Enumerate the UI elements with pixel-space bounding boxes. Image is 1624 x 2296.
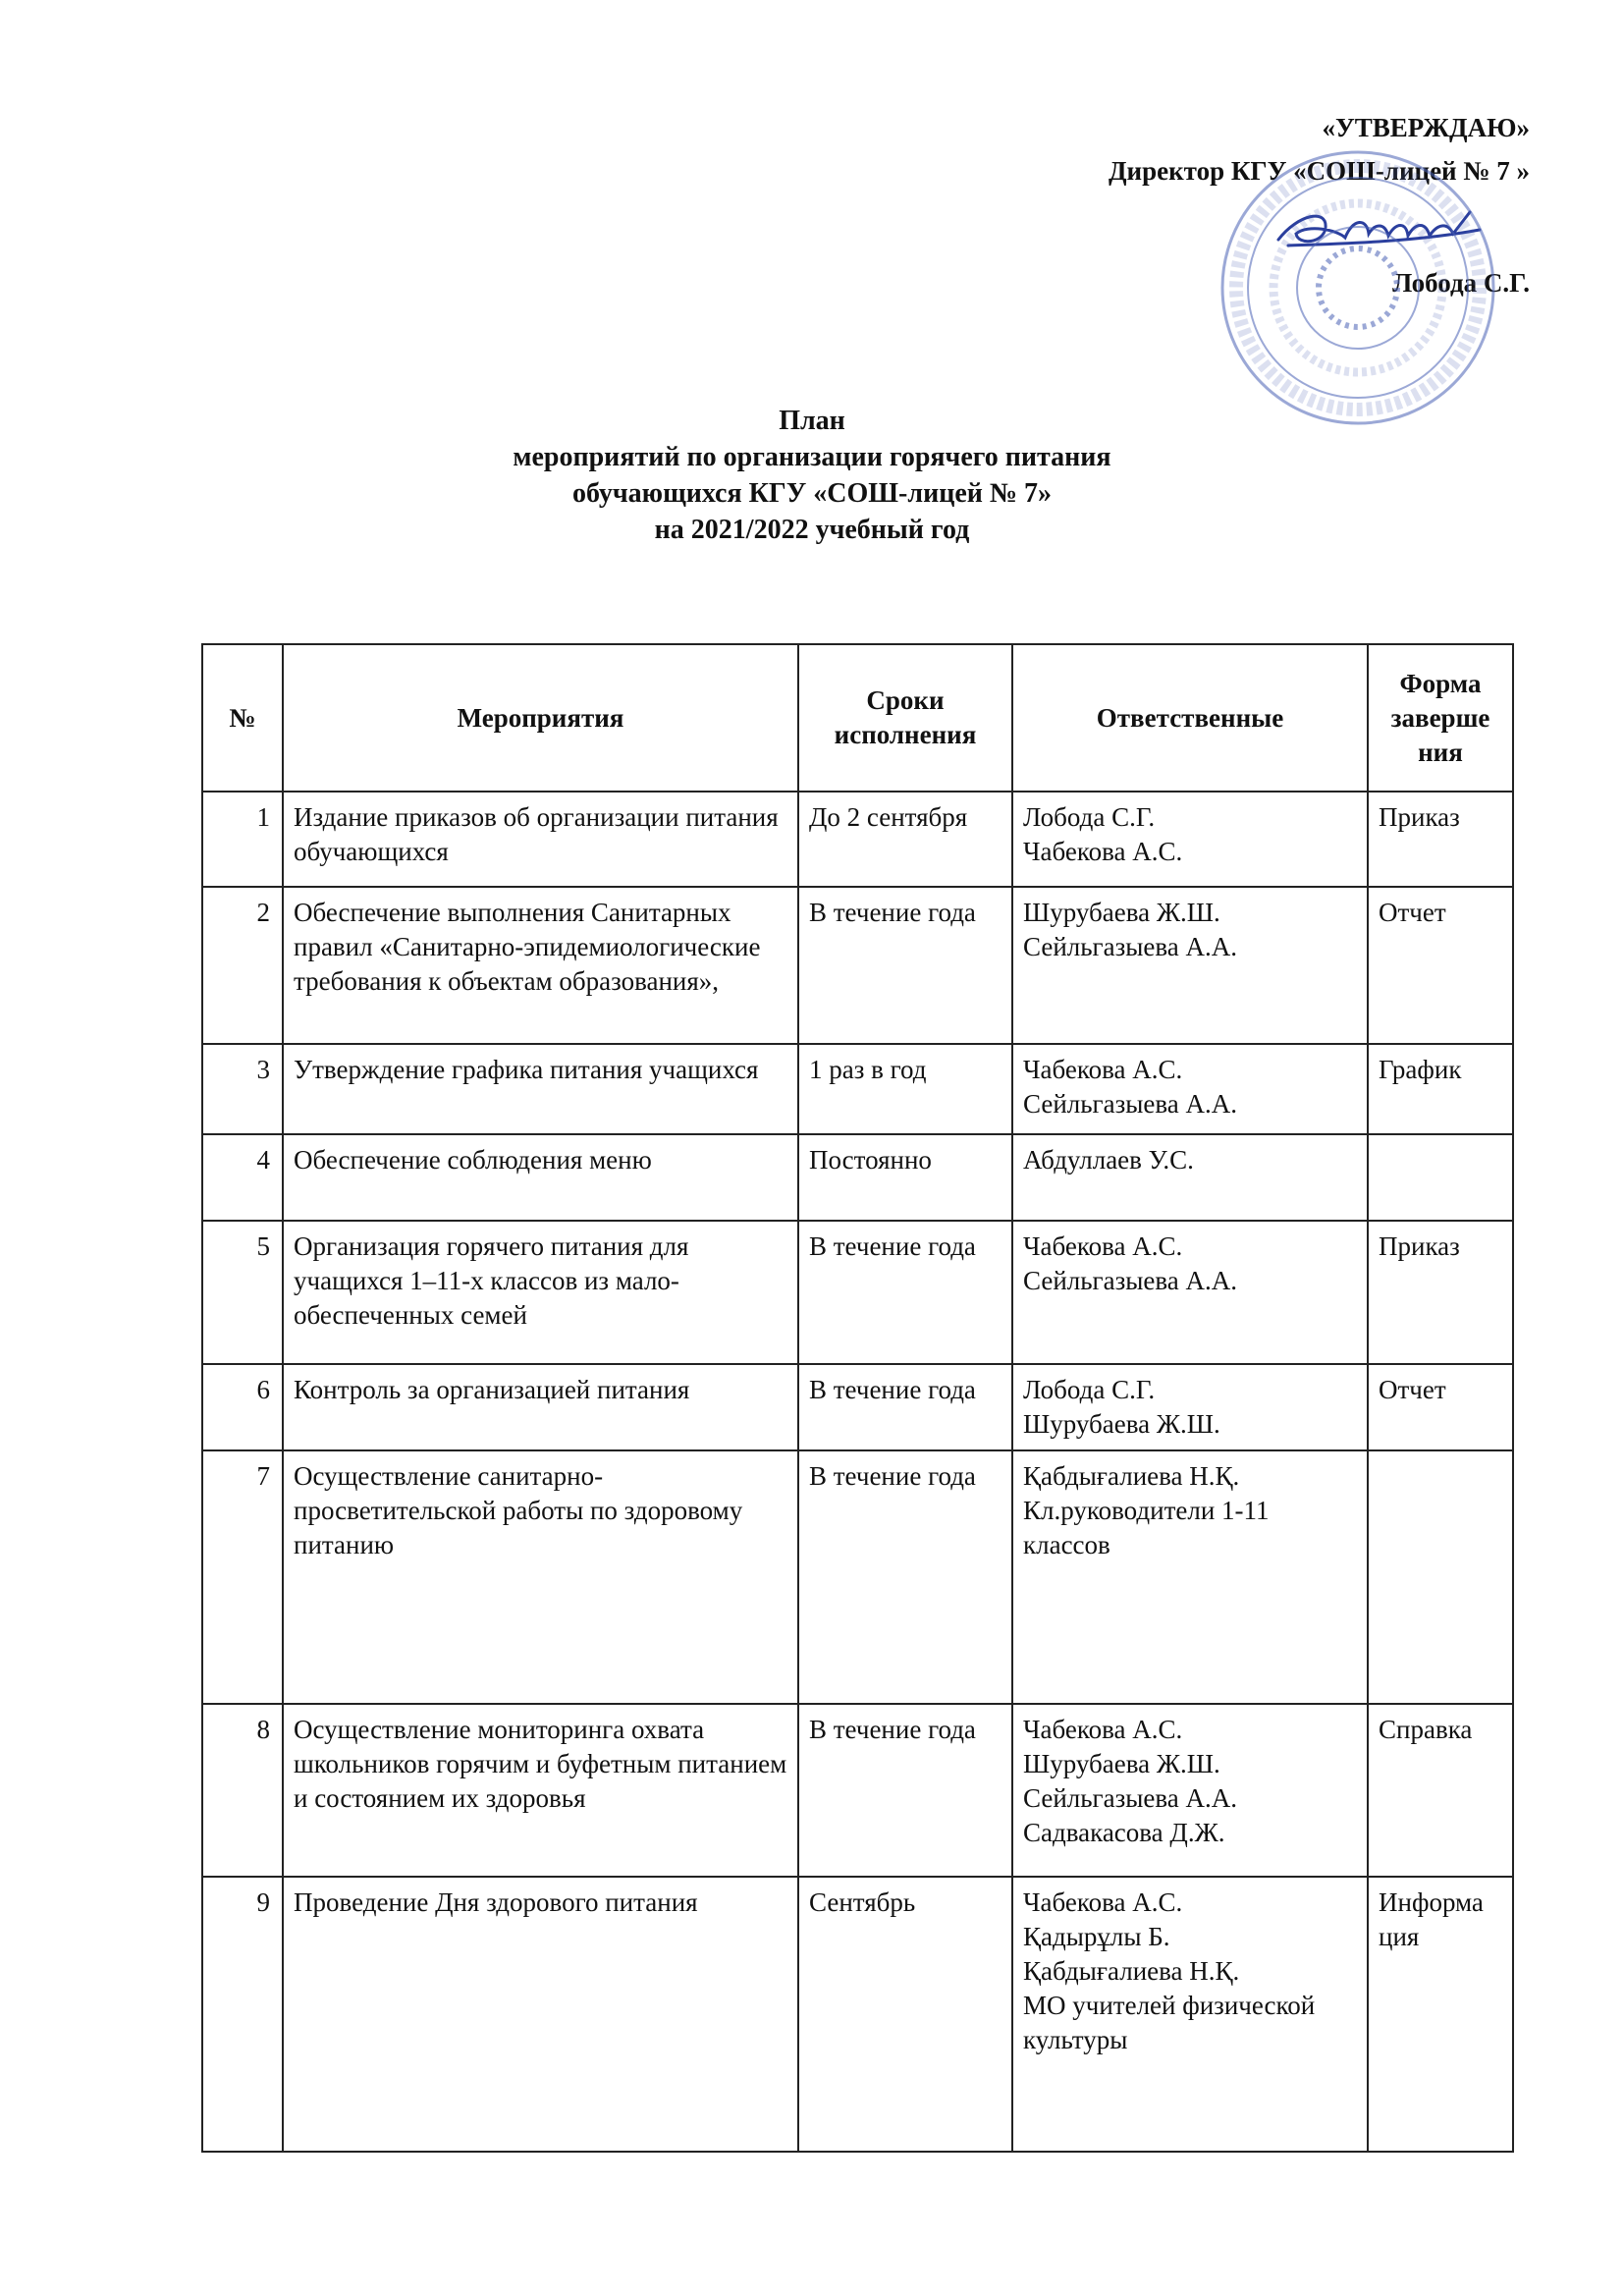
cell-form: Приказ (1368, 792, 1513, 887)
cell-form: График (1368, 1044, 1513, 1134)
cell-responsible (1012, 1364, 1368, 1450)
responsible-person: Абдуллаев У.С. (1023, 1145, 1194, 1175)
table-row (202, 1704, 1513, 1877)
cell-num: 4 (202, 1134, 283, 1221)
cell-responsible (1012, 1134, 1368, 1221)
document-title (0, 403, 1624, 548)
cell-num: 6 (202, 1364, 283, 1450)
cell-deadline: В течение года (798, 887, 1012, 1044)
cell-form: Справка (1368, 1704, 1513, 1877)
cell-deadline: Сентябрь (798, 1877, 1012, 2152)
responsible-person: Қабдығалиева Н.Қ. (1023, 1956, 1240, 1986)
table-body (202, 792, 1513, 2152)
responsible-person: Шурубаева Ж.Ш. (1023, 1749, 1220, 1778)
cell-activity: Обеспечение соблюдения меню (283, 1134, 798, 1221)
cell-form (1368, 1450, 1513, 1704)
title-line-2: мероприятий по организации горячего питания (513, 442, 1111, 472)
header-form: Форма заверше ния (1368, 644, 1513, 792)
cell-activity: Обеспечение выполнения Санитарных правил «Санитарно-эпидемиологические требования к объектам образования», (283, 887, 798, 1044)
table-row (202, 1221, 1513, 1364)
cell-deadline: 1 раз в год (798, 1044, 1012, 1134)
cell-activity: Утверждение графика питания учащихся (283, 1044, 798, 1134)
approval-heading: «УТВЕРЖДАЮ» (1322, 113, 1530, 142)
cell-num: 7 (202, 1450, 283, 1704)
cell-deadline: В течение года (798, 1704, 1012, 1877)
header-num: № (202, 644, 283, 792)
cell-num: 2 (202, 887, 283, 1044)
responsible-person: Шурубаева Ж.Ш. (1023, 1409, 1220, 1439)
responsible-person: Сейльгазыева А.А. (1023, 1783, 1238, 1813)
table-row (202, 887, 1513, 1044)
cell-num: 1 (202, 792, 283, 887)
responsible-person: Лобода С.Г. (1023, 1375, 1156, 1404)
cell-form: Отчет (1368, 887, 1513, 1044)
responsible-person: Чабекова А.С. (1023, 1715, 1183, 1744)
table-row (202, 1877, 1513, 2152)
table-row (202, 1134, 1513, 1221)
table-row (202, 1364, 1513, 1450)
cell-activity: Осуществление мониторинга охвата школьников горячим и буфетным питанием и состоянием их здоровья (283, 1704, 798, 1877)
cell-responsible (1012, 1221, 1368, 1364)
responsible-person: Садвакасова Д.Ж. (1023, 1818, 1225, 1847)
cell-form: Информа ция (1368, 1877, 1513, 2152)
title-line-3: обучающихся КГУ «СОШ-лицей № 7» (571, 478, 1053, 509)
cell-deadline: Постоянно (798, 1134, 1012, 1221)
responsible-person: Шурубаева Ж.Ш. (1023, 898, 1220, 927)
cell-responsible (1012, 792, 1368, 887)
cell-num: 5 (202, 1221, 283, 1364)
responsible-person: Лобода С.Г. (1023, 802, 1156, 832)
cell-deadline: В течение года (798, 1450, 1012, 1704)
director-name: Лобода С.Г. (1392, 268, 1530, 298)
header-responsible: Ответственные (1012, 644, 1368, 792)
table-header-row (202, 644, 1513, 792)
cell-deadline: До 2 сентября (798, 792, 1012, 887)
responsible-person: Чабекова А.С. (1023, 1231, 1183, 1261)
header-deadline: Сроки исполнения (798, 644, 1012, 792)
table-row (202, 792, 1513, 887)
cell-responsible (1012, 1704, 1368, 1877)
cell-num: 8 (202, 1704, 283, 1877)
seal-stamp-icon (1216, 145, 1500, 430)
cell-activity: Организация горячего питания для учащихся 1–11-х классов из мало-обеспеченных семей (283, 1221, 798, 1364)
table-row (202, 1450, 1513, 1704)
responsible-person: Чабекова А.С. (1023, 1055, 1183, 1084)
header-activity: Мероприятия (283, 644, 798, 792)
responsible-person: МО учителей физической культуры (1023, 1991, 1316, 2054)
cell-form (1368, 1134, 1513, 1221)
cell-num: 3 (202, 1044, 283, 1134)
cell-deadline: В течение года (798, 1364, 1012, 1450)
title-line-4: на 2021/2022 учебный год (654, 515, 970, 545)
cell-deadline: В течение года (798, 1221, 1012, 1364)
cell-responsible (1012, 1044, 1368, 1134)
responsible-person: Кл.руководители 1-11 классов (1023, 1496, 1270, 1559)
cell-activity: Проведение Дня здорового питания (283, 1877, 798, 2152)
cell-form: Приказ (1368, 1221, 1513, 1364)
title-line-1: План (779, 406, 845, 436)
cell-activity: Контроль за организацией питания (283, 1364, 798, 1450)
cell-responsible (1012, 887, 1368, 1044)
cell-responsible (1012, 1877, 1368, 2152)
cell-activity: Осуществление санитарно-просветительской работы по здоровому питанию (283, 1450, 798, 1704)
responsible-person: Сейльгазыева А.А. (1023, 932, 1238, 961)
cell-responsible (1012, 1450, 1368, 1704)
responsible-person: Чабекова А.С. (1023, 1887, 1183, 1917)
cell-activity: Издание приказов об организации питания обучающихся (283, 792, 798, 887)
responsible-person: Чабекова А.С. (1023, 837, 1183, 866)
plan-table (201, 643, 1514, 2153)
responsible-person: Сейльгазыева А.А. (1023, 1089, 1238, 1119)
responsible-person: Қабдығалиева Н.Қ. (1023, 1461, 1240, 1491)
approval-position: Директор КГУ «СОШ-лицей № 7 » (1108, 156, 1530, 186)
responsible-person: Қадырұлы Б. (1023, 1922, 1170, 1951)
table-row (202, 1044, 1513, 1134)
cell-form: Отчет (1368, 1364, 1513, 1450)
cell-num: 9 (202, 1877, 283, 2152)
responsible-person: Сейльгазыева А.А. (1023, 1266, 1238, 1295)
